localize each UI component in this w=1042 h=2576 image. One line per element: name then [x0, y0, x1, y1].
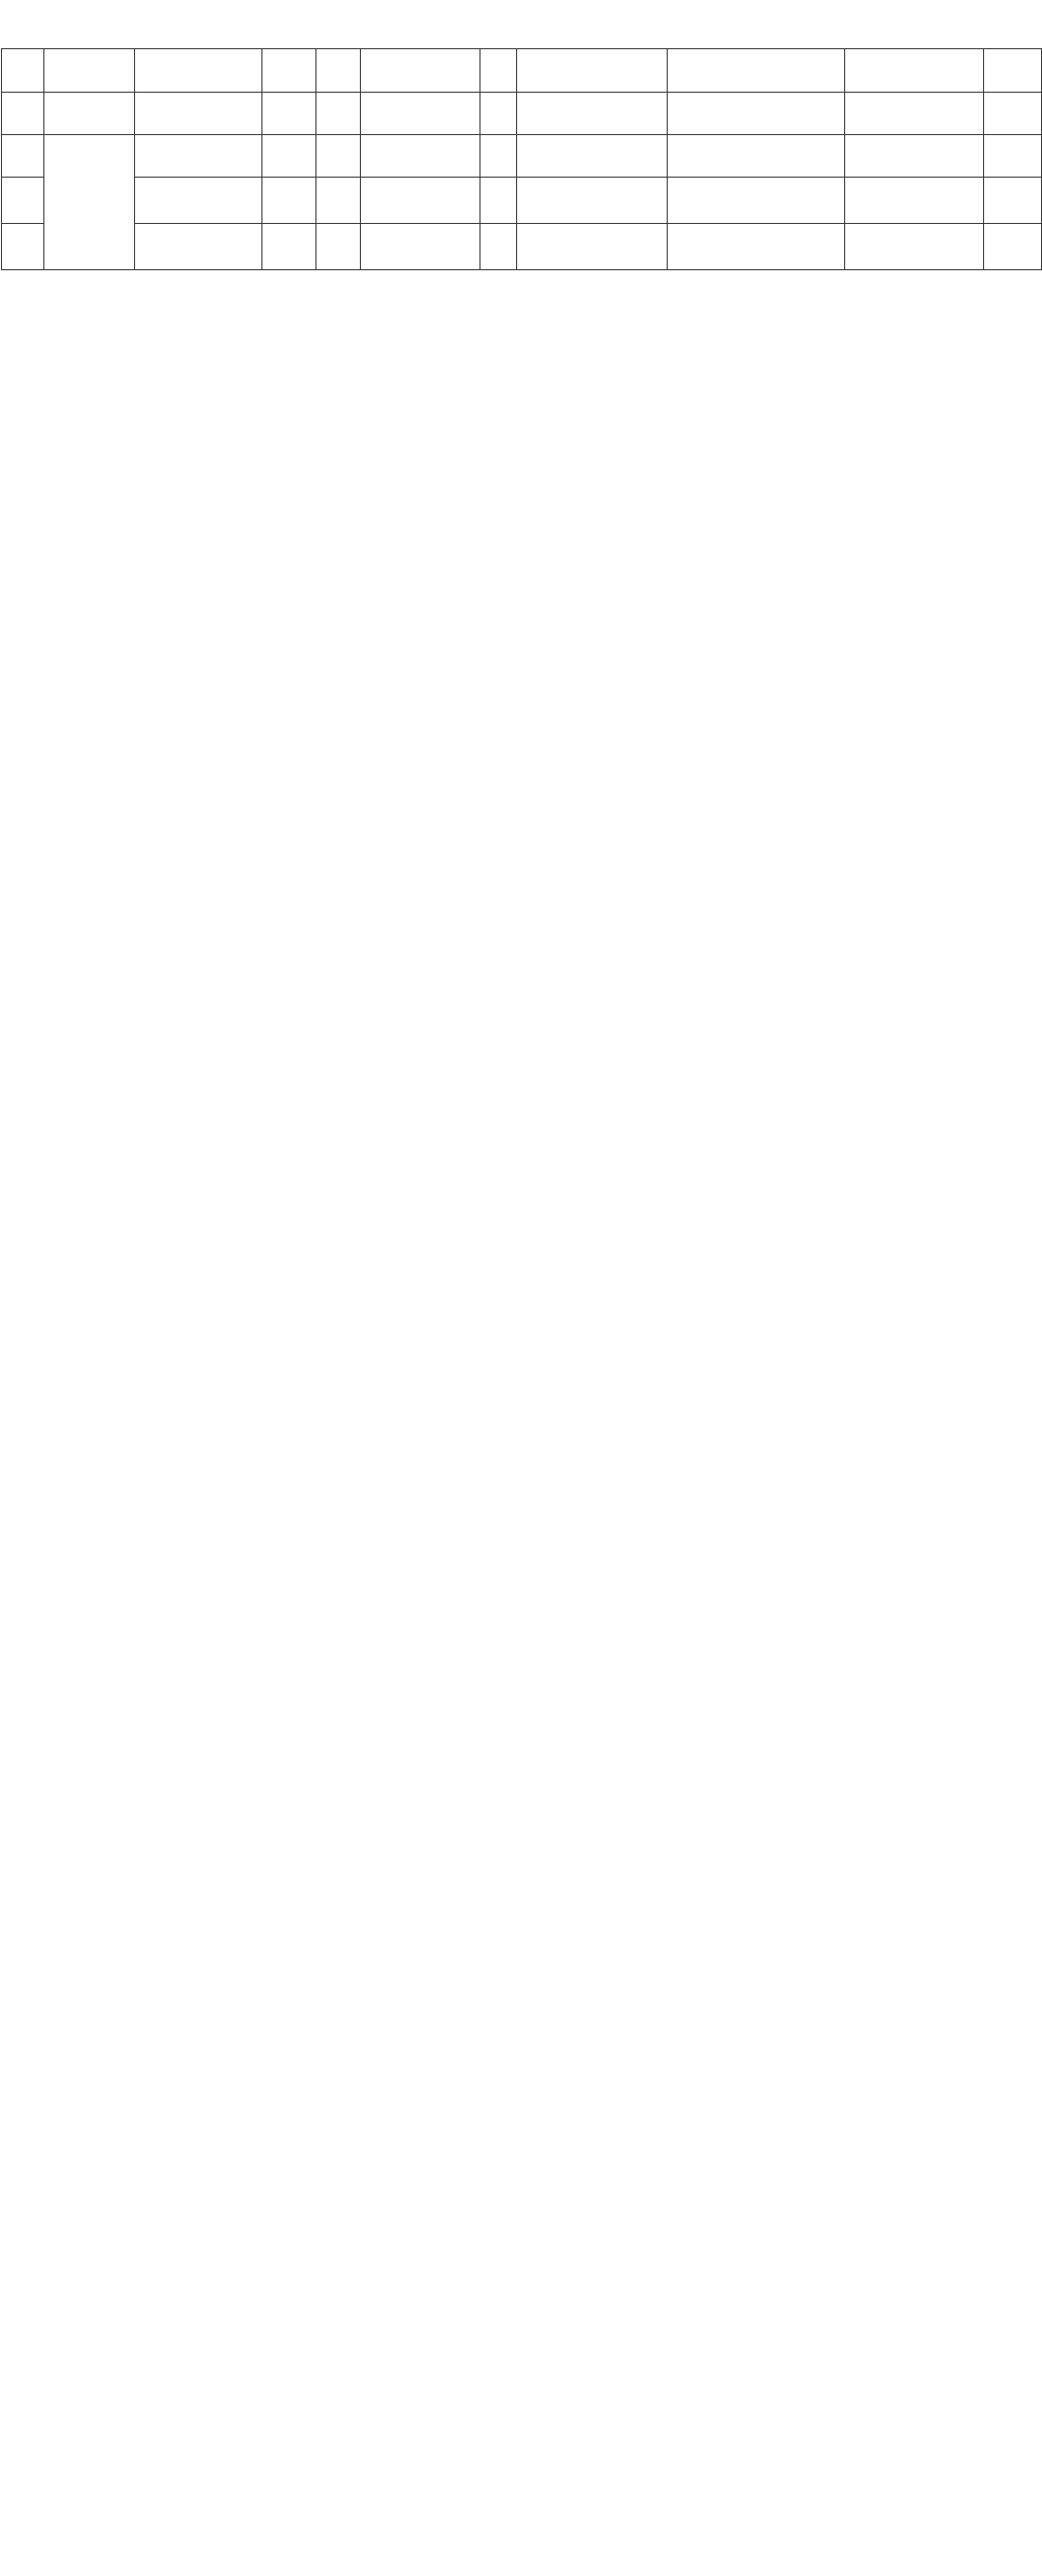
cell-edu: [517, 178, 668, 224]
cell-desc: [361, 224, 480, 270]
cell-major: [668, 135, 845, 178]
job-table: [1, 48, 1042, 270]
table-row: [2, 178, 1042, 224]
cell-note: [984, 135, 1042, 178]
cell-major: [668, 178, 845, 224]
cell-post: [262, 93, 316, 135]
col-desc: [361, 49, 480, 93]
table-row: [2, 135, 1042, 178]
col-note: [984, 49, 1042, 93]
cell-code: [2, 93, 44, 135]
cell-code: [2, 135, 44, 178]
cell-other: [845, 93, 984, 135]
cell-post: [262, 135, 316, 178]
col-post: [262, 49, 316, 93]
cell-major: [668, 93, 845, 135]
col-major: [668, 49, 845, 93]
col-edu: [517, 49, 668, 93]
cell-note: [984, 93, 1042, 135]
col-code: [2, 49, 44, 93]
cell-edu: [517, 135, 668, 178]
cell-type: [316, 93, 361, 135]
cell-other: [845, 224, 984, 270]
cell-note: [984, 178, 1042, 224]
col-type: [316, 49, 361, 93]
table-row: [2, 224, 1042, 270]
cell-dept: [44, 93, 135, 135]
col-other: [845, 49, 984, 93]
col-num: [480, 49, 517, 93]
cell-post: [262, 224, 316, 270]
cell-desc: [361, 178, 480, 224]
cell-num: [480, 135, 517, 178]
cell-post: [262, 178, 316, 224]
cell-num: [480, 93, 517, 135]
cell-desc: [361, 93, 480, 135]
cell-type: [316, 224, 361, 270]
cell-other: [845, 178, 984, 224]
cell-code: [2, 224, 44, 270]
cell-unit: [135, 178, 262, 224]
cell-edu: [517, 224, 668, 270]
header-row: [2, 49, 1042, 93]
cell-dept: [44, 135, 135, 270]
cell-other: [845, 135, 984, 178]
cell-code: [2, 178, 44, 224]
cell-major: [668, 224, 845, 270]
cell-unit: [135, 93, 262, 135]
cell-num: [480, 178, 517, 224]
page-title: [0, 0, 1042, 48]
cell-desc: [361, 135, 480, 178]
col-unit: [135, 49, 262, 93]
cell-type: [316, 178, 361, 224]
col-dept: [44, 49, 135, 93]
cell-unit: [135, 224, 262, 270]
cell-note: [984, 224, 1042, 270]
cell-edu: [517, 93, 668, 135]
cell-num: [480, 224, 517, 270]
cell-unit: [135, 135, 262, 178]
cell-type: [316, 135, 361, 178]
table-row: [2, 93, 1042, 135]
